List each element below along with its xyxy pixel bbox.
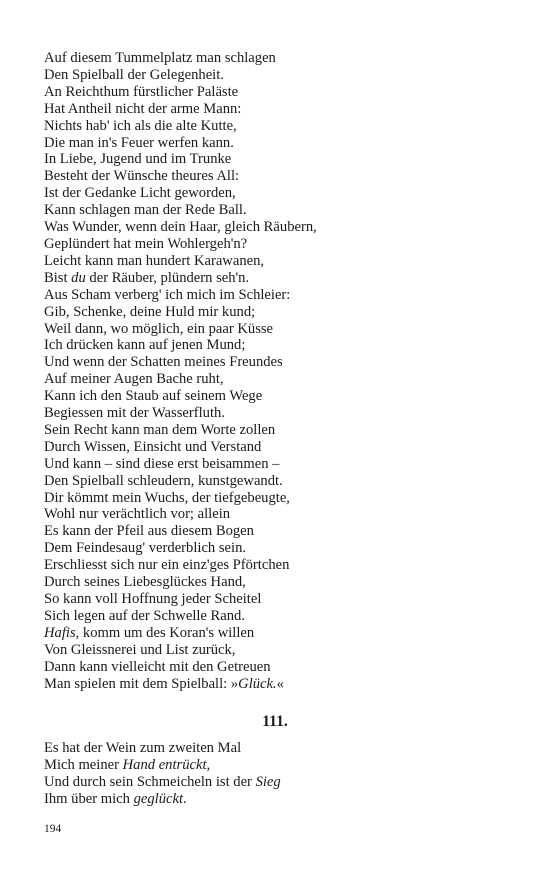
verse-text: Aus Scham verberg' ich mich im Schleier: <box>44 286 291 303</box>
verse-text: Leicht kann man hundert Karawanen, <box>44 252 265 269</box>
verse-text: , <box>206 756 211 773</box>
verse-text: Mich meiner <box>44 756 123 773</box>
verse-line <box>44 422 317 439</box>
verse-line <box>44 757 281 774</box>
verse-text: Erschliesst sich nur ein einz'ges Pförtchen <box>44 557 290 574</box>
verse-text: . <box>183 790 187 807</box>
verse-line <box>44 287 317 304</box>
verse-text: Geplündert hat mein Wohlergeh'n? <box>44 235 248 252</box>
verse-line <box>44 405 317 422</box>
verse-emphasis: Hand entrückt <box>122 756 207 773</box>
verse-text: An Reichthum fürstlicher Paläste <box>44 83 239 100</box>
verse-text: Ich drücken kann auf jenen Mund; <box>44 337 246 354</box>
verse-text: Und durch sein Schmeicheln ist der <box>44 773 256 790</box>
verse-line <box>44 774 281 791</box>
verse-line <box>44 473 317 490</box>
verse-line <box>44 253 317 270</box>
verse-line <box>44 354 317 371</box>
verse-line <box>44 740 281 757</box>
verse-line <box>44 371 317 388</box>
verse-line <box>44 219 317 236</box>
verse-line <box>44 135 317 152</box>
verse-line <box>44 67 317 84</box>
verse-line <box>44 506 317 523</box>
verse-line <box>44 557 317 574</box>
verse-text: Auf meiner Augen Bache ruht, <box>44 371 224 388</box>
verse-text: Man spielen mit dem Spielball: » <box>44 675 239 692</box>
verse-line <box>44 523 317 540</box>
verse-text: Es hat der Wein zum zweiten Mal <box>44 740 242 756</box>
verse-text: Sein Recht kann man dem Worte zollen <box>44 421 276 438</box>
verse-line <box>44 337 317 354</box>
verse-text: Dann kann vielleicht mit den Getreuen <box>44 658 271 675</box>
verse-line <box>44 591 317 608</box>
verse-line <box>44 151 317 168</box>
verse-text: Bist <box>44 269 72 286</box>
verse-line <box>44 439 317 456</box>
verse-text: Ist der Gedanke Licht geworden, <box>44 185 236 202</box>
verse-emphasis: du <box>71 269 86 286</box>
verse-emphasis: Glück. <box>238 675 277 692</box>
verse-text: Ihm über mich <box>44 790 134 807</box>
verse-line <box>44 236 317 253</box>
verse-text: Hat Antheil nicht der arme Mann: <box>44 100 242 117</box>
verse-text: Durch seines Liebesglückes Hand, <box>44 574 246 591</box>
verse-line <box>44 304 317 321</box>
verse-text: Durch Wissen, Einsicht und Verstand <box>44 438 262 455</box>
verse-line <box>44 50 317 67</box>
verse-line <box>44 456 317 473</box>
verse-text: Die man in's Feuer werfen kann. <box>44 134 234 151</box>
verse-text: Kann schlagen man der Rede Ball. <box>44 202 247 219</box>
verse-text: So kann voll Hoffnung jeder Scheitel <box>44 591 262 607</box>
verse-emphasis: geglückt <box>133 790 184 807</box>
verse-line <box>44 101 317 118</box>
poem-111-stanza <box>44 740 281 808</box>
verse-text: Dir kömmt mein Wuchs, der tiefgebeugte, <box>44 489 290 506</box>
verse-line <box>44 625 317 642</box>
verse-text: Weil dann, wo möglich, ein paar Küsse <box>44 320 274 337</box>
verse-text: « <box>276 675 284 692</box>
verse-line <box>44 84 317 101</box>
verse-text: Kann ich den Staub auf seinem Wege <box>44 388 263 405</box>
verse-line <box>44 202 317 219</box>
verse-text: Wohl nur verächtlich vor; allein <box>44 506 231 523</box>
verse-line <box>44 791 281 808</box>
verse-text: , komm um des Koran's willen <box>75 624 255 641</box>
verse-line <box>44 659 317 676</box>
verse-line <box>44 540 317 557</box>
verse-text: Was Wunder, wenn dein Haar, gleich Räubern, <box>44 219 317 236</box>
verse-text: Gib, Schenke, deine Huld mir kund; <box>44 303 256 320</box>
verse-line <box>44 270 317 287</box>
verse-text: Von Gleissnerei und List zurück, <box>44 641 236 658</box>
verse-line <box>44 185 317 202</box>
verse-line <box>44 321 317 338</box>
verse-emphasis: Sieg <box>255 773 281 790</box>
verse-line <box>44 388 317 405</box>
poem-number-heading: 111. <box>262 713 288 730</box>
page-number: 194 <box>44 823 62 835</box>
verse-text: Besteht der Wünsche theures All: <box>44 168 240 185</box>
verse-text: Es kann der Pfeil aus diesem Bogen <box>44 523 254 540</box>
verse-line <box>44 608 317 625</box>
verse-line <box>44 642 317 659</box>
verse-text: Und wenn der Schatten meines Freundes <box>44 354 283 371</box>
verse-text: In Liebe, Jugend und im Trunke <box>44 151 232 168</box>
verse-text: Den Spielball schleudern, kunstgewandt. <box>44 472 283 489</box>
verse-line <box>44 490 317 507</box>
verse-emphasis: Hafis <box>44 624 76 641</box>
verse-text: der Räuber, plündern seh'n. <box>85 269 250 286</box>
poem-stanza <box>44 50 317 692</box>
verse-text: Und kann – sind diese erst beisammen – <box>44 455 280 472</box>
verse-text: Auf diesem Tummelplatz man schlagen <box>44 50 276 66</box>
verse-text: Sich legen auf der Schwelle Rand. <box>44 607 246 624</box>
verse-text: Dem Feindesaug' verderblich sein. <box>44 540 247 557</box>
verse-line <box>44 574 317 591</box>
verse-text: Nichts hab' ich als die alte Kutte, <box>44 117 237 134</box>
verse-line <box>44 676 317 693</box>
verse-text: Den Spielball der Gelegenheit. <box>44 66 224 83</box>
verse-line <box>44 168 317 185</box>
verse-text: Begiessen mit der Wasserfluth. <box>44 405 225 422</box>
verse-line <box>44 118 317 135</box>
